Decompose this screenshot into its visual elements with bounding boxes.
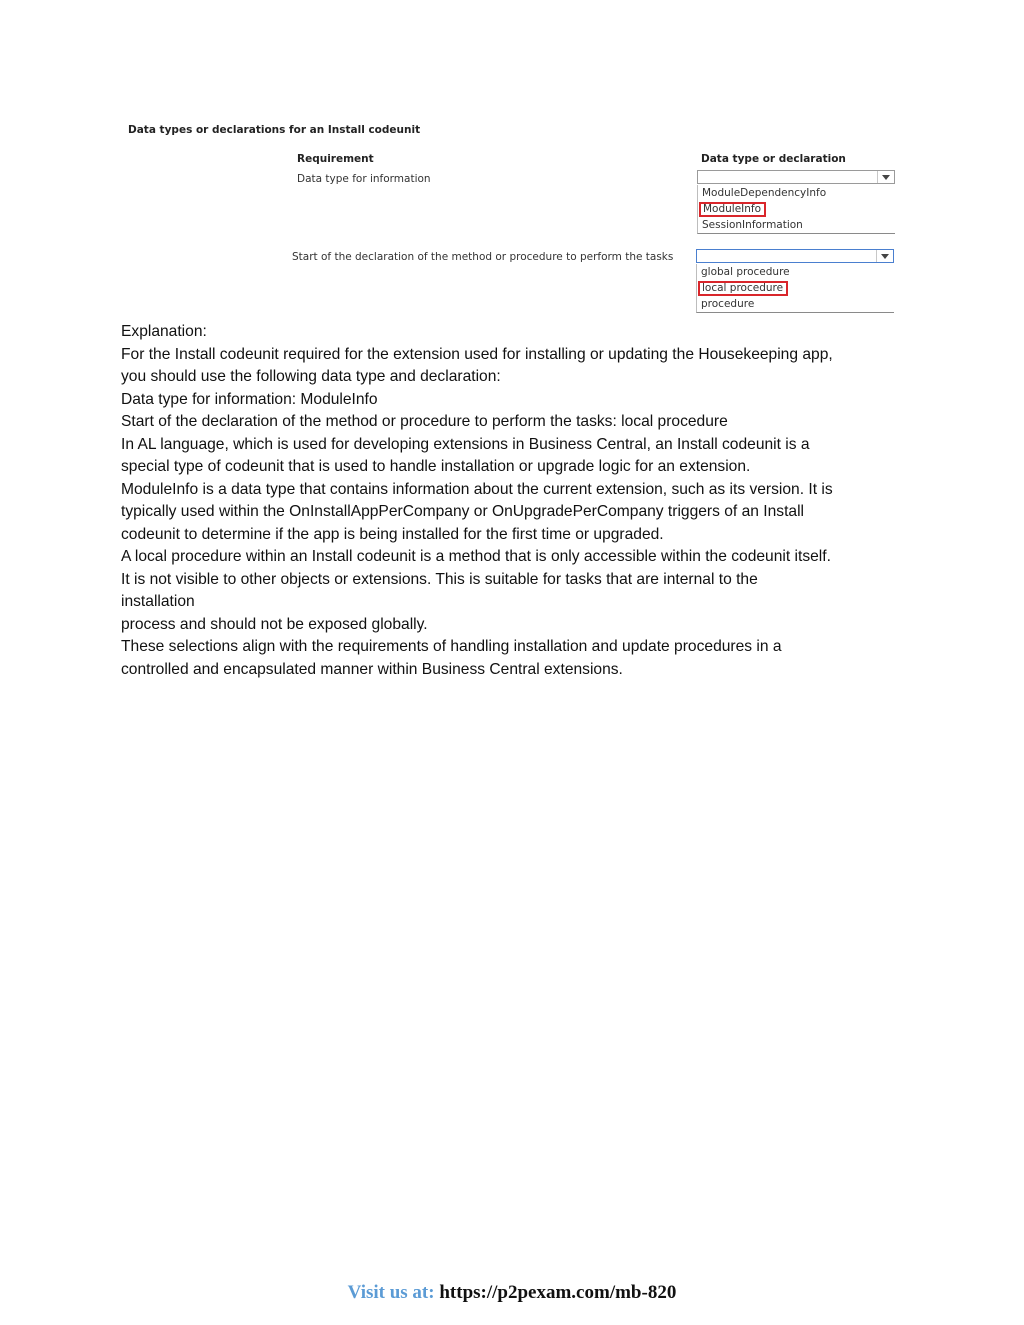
footer-visit-label: Visit us at:: [347, 1282, 435, 1303]
option-moduleinfo[interactable]: [698, 201, 895, 217]
selected-option-local-procedure[interactable]: local procedure: [698, 281, 788, 296]
selected-option-moduleinfo[interactable]: ModuleInfo: [699, 202, 766, 217]
requirement-datatype: Data type for information: [297, 173, 431, 185]
text-line: controlled and encapsulated manner within Business Central extensions.: [121, 660, 623, 678]
explanation-heading: Explanation:: [121, 323, 207, 340]
text-line: Data type for information: ModuleInfo: [121, 390, 378, 408]
text-line: process and should not be exposed globally.: [121, 615, 428, 633]
explanation-text: [121, 321, 911, 681]
option-sessioninformation[interactable]: SessionInformation: [702, 219, 803, 231]
text-line: It is not visible to other objects or extensions. This is suitable for tasks that are internal to the: [121, 570, 758, 588]
text-line: typically used within the OnInstallAppPerCompany or OnUpgradePerCompany triggers of an Install: [121, 503, 805, 520]
requirement-declaration: Start of the declaration of the method or procedure to perform the tasks: [292, 251, 674, 263]
requirement-header: Requirement: [297, 153, 374, 165]
text-line: A local procedure within an Install codeunit is a method that is only accessible within the codeunit itself.: [121, 548, 831, 565]
option-global-procedure[interactable]: global procedure: [701, 266, 790, 278]
figure-title: Data types or declarations for an Install codeunit: [128, 124, 421, 136]
declaration-dropdown[interactable]: [696, 249, 894, 263]
text-line: These selections align with the requirements of handling installation and update procedures in a: [121, 638, 782, 655]
text-line: In AL language, which is used for developing extensions in Business Central, an Install codeunit is a: [121, 435, 810, 453]
datatype-header: Data type or declaration: [701, 153, 846, 165]
footer-url-link[interactable]: https://p2pexam.com/mb-820: [439, 1282, 677, 1303]
text-line: special type of codeunit that is used to handle installation or upgrade logic for an extension.: [121, 458, 751, 475]
option-procedure[interactable]: procedure: [701, 298, 755, 310]
option-local-procedure[interactable]: [697, 280, 894, 296]
question-figure: [124, 118, 900, 318]
text-line: ModuleInfo is a data type that contains information about the current extension, such as its version. It is: [121, 480, 833, 498]
text-line: installation: [121, 593, 195, 610]
text-line: you should use the following data type and declaration:: [121, 368, 501, 385]
footer: [0, 1282, 1024, 1304]
text-line: Start of the declaration of the method or procedure to perform the tasks: local procedure: [121, 413, 728, 430]
text-line: codeunit to determine if the app is being installed for the first time or upgraded.: [121, 525, 664, 543]
declaration-options: [696, 264, 894, 313]
option-moduledependencyinfo[interactable]: ModuleDependencyInfo: [702, 187, 827, 199]
chevron-down-icon[interactable]: [877, 171, 894, 183]
datatype-options: [697, 185, 895, 234]
text-line: For the Install codeunit required for the extension used for installing or updating the Housekeeping app,: [121, 345, 833, 363]
chevron-down-icon[interactable]: [876, 250, 893, 262]
datatype-dropdown[interactable]: [697, 170, 895, 184]
